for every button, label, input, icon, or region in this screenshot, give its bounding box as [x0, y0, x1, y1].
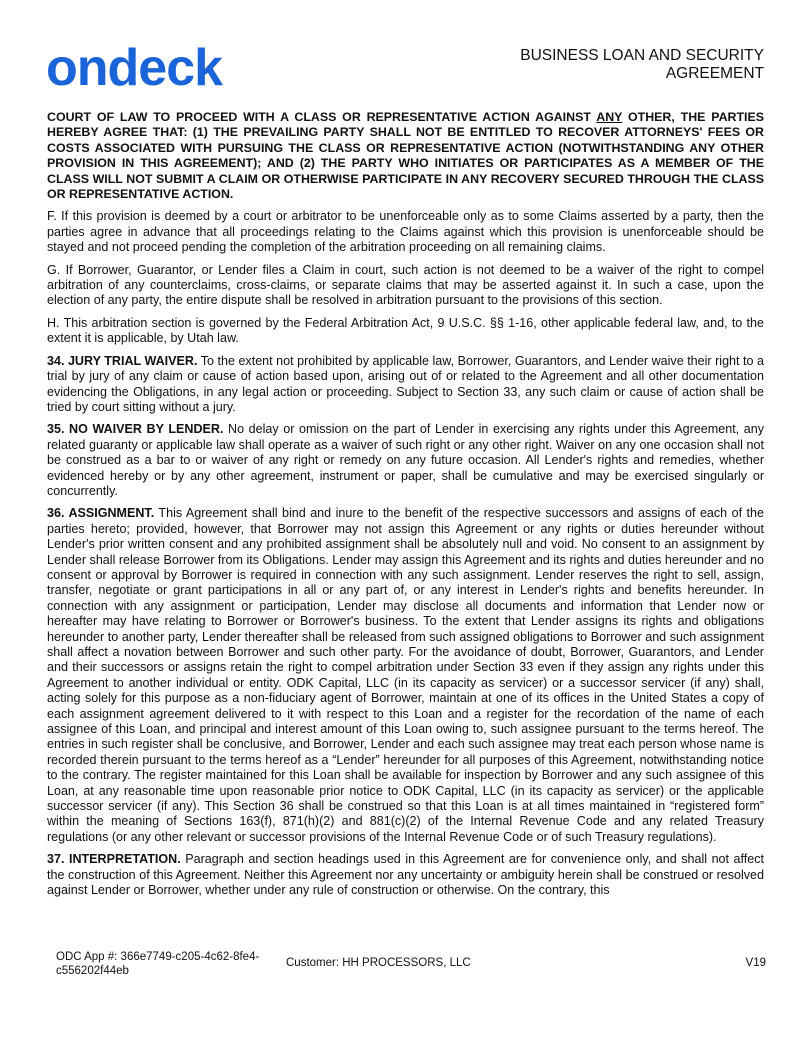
section-36-text: This Agreement shall bind and inure to the benefit of the respective successors and assigns of each of the parties hereto; provided, however, that Borrower may not assign this Agreement or any rights or duties hereunder without Lender's prior written consent and any prohibited assignment shall be absolutely null and void. No consent to an assignment by Lender shall release Borrower from its Obligations. Lender may assign this Agreement and its rights and duties hereunder and no consent or approval by Borrower is required in connection with any such assignment. Lender reserves the right to sell, assign, transfer, negotiate or grant participations in all or any part of, or any interest in Lender's rights and benefits hereunder. In connection with any assignment or participation, Lender may disclose all documents and information that Lender now or hereafter may have relating to Borrower or Borrower's business. To the extent that Lender assigns its rights and obligations hereunder to another party, Lender thereafter shall be released from such assigned obligations to Borrower and such assignment shall affect a novation between Borrower and such other party. For the avoidance of doubt, Borrower, Guarantors, and Lender and their successors or assigns retain the right to compel arbitration under Section 33 even if they assign any rights under this Agreement to another individual or entity. ODK Capital, LLC (in its capacity as servicer) or a successor servicer (if any) shall, acting solely for this purpose as a non-fiduciary agent of Borrower, maintain at one of its offices in the United States a copy of each assignment agreement delivered to it with respect to this Loan and a register for the recordation of the name of each assignee of this Loan, and principal and interest amount of this Loan owing to, such assignee pursuant to the terms hereof. The entries in such register shall be conclusive, and Borrower, Lender and each such assignee may treat each person whose name is recorded therein pursuant to the terms hereof as a “Lender” hereunder for all purposes of this Agreement, notwithstanding notice to the contrary. The register maintained for this Loan shall be available for inspection by Borrower and any such assignee of this Loan, at any reasonable time upon reasonable prior notice to ODK Capital, LLC (in its capacity as servicer) or the applicable successor servicer (if any). This Section 36 shall be construed so that this Loan is at all times maintained in “registered form” within the meaning of Sections 163(f), 871(h)(2) and 881(c)(2) of the Internal Revenue Code and any related Treasury regulations (or any other relevant or successor provisions of the Internal Revenue Code or of such Treasury regulations). [47, 506, 764, 844]
document-title-line-1: BUSINESS LOAN AND SECURITY [520, 47, 764, 64]
section-34-heading: 34. JURY TRIAL WAIVER. [47, 353, 198, 368]
ondeck-logo: ondeck [46, 39, 223, 97]
footer-customer: Customer: HH PROCESSORS, LLC [286, 957, 471, 969]
caps-text-part-2: OTHER, THE PARTIES HEREBY AGREE THAT: (1) THE PREVAILING PARTY SHALL NOT BE ENTITLED TO RECOVER ATTORNEYS' FEES OR COSTS ASSOCIATED WITH PURSUING THE CLASS OR REPRESENTATIVE ACTION (NOTWITHSTANDING ANY OTHER PROVISION IN THIS AGREEMENT); AND (2) THE PARTY WHO INITIATES OR PARTICIPATES AS A MEMBER OF THE CLASS WILL NOT SUBMIT A CLAIM OR OTHERWISE PARTICIPATE IN ANY RECOVERY SECURED THROUGH THE CLASS OR REPRESENTATIVE ACTION. [47, 110, 764, 202]
class-action-waiver-paragraph [47, 110, 764, 202]
section-34-jury-trial-waiver [47, 354, 764, 416]
section-35-text: No delay or omission on the part of Lender in exercising any rights under this Agreement, any related guaranty or applicable law shall operate as a waiver of such right or any other right. Waiver on any one occasion shall not be construed as a bar to or waiver of any right or remedy on any future occasion. All Lender's rights and remedies, whether evidenced hereby or by any other agreement, instrument or paper, shall be cumulative and may be exercised singularly or concurrently. [47, 422, 764, 498]
section-35-heading: 35. NO WAIVER BY LENDER. [47, 422, 224, 437]
document-title-line-2: AGREEMENT [665, 65, 764, 82]
agreement-body [47, 110, 764, 906]
paragraph-g: G. If Borrower, Guarantor, or Lender files a Claim in court, such action is not deemed to be a waiver of the right to compel arbitration of any counterclaims, cross-claims, or separate claims that may be asserted against it. In such a case, upon the election of any party, the entire dispute shall be resolved in arbitration pursuant to the provisions of this section. [47, 262, 764, 308]
caps-underlined-any: ANY [596, 110, 623, 124]
paragraph-f: F. If this provision is deemed by a court or arbitrator to be unenforceable only as to some Claims asserted by a party, then the parties agree in advance that all proceedings relating to the Claims against which this provision is unenforceable should be stayed and not proceed pending the completion of the arbitration proceeding on all remaining claims. [47, 209, 764, 255]
footer-version: V19 [745, 957, 766, 969]
paragraph-h: H. This arbitration section is governed by the Federal Arbitration Act, 9 U.S.C. §§ 1-16, other applicable federal law, and, to the extent it is applicable, by Utah law. [47, 315, 764, 346]
section-37-heading: 37. INTERPRETATION. [47, 852, 181, 867]
section-37-interpretation [47, 852, 764, 898]
section-36-assignment [47, 506, 764, 845]
section-35-no-waiver [47, 422, 764, 499]
footer-app-id: ODC App #: 366e7749-c205-4c62-8fe4-c556202f44eb [56, 951, 260, 977]
section-36-heading: 36. ASSIGNMENT. [47, 506, 155, 521]
caps-text-part-1: COURT OF LAW TO PROCEED WITH A CLASS OR REPRESENTATIVE ACTION AGAINST [47, 110, 597, 124]
section-34-text: To the extent not prohibited by applicable law, Borrower, Guarantors, and Lender waive their right to a trial by jury of any claim or cause of action based upon, arising out of or related to the Agreement and all other documentation evidencing the Obligations, in any legal action or proceeding. Subject to Section 33, any such claim or cause of action shall be tried by court sitting without a jury. [47, 353, 764, 414]
document-title [520, 47, 764, 83]
section-37-text: Paragraph and section headings used in this Agreement are for convenience only, and shall not affect the construction of this Agreement. Neither this Agreement nor any uncertainty or ambiguity herein shall be construed or resolved against Lender or Borrower, whether under any rule of construction or otherwise. On the contrary, this [47, 852, 765, 898]
